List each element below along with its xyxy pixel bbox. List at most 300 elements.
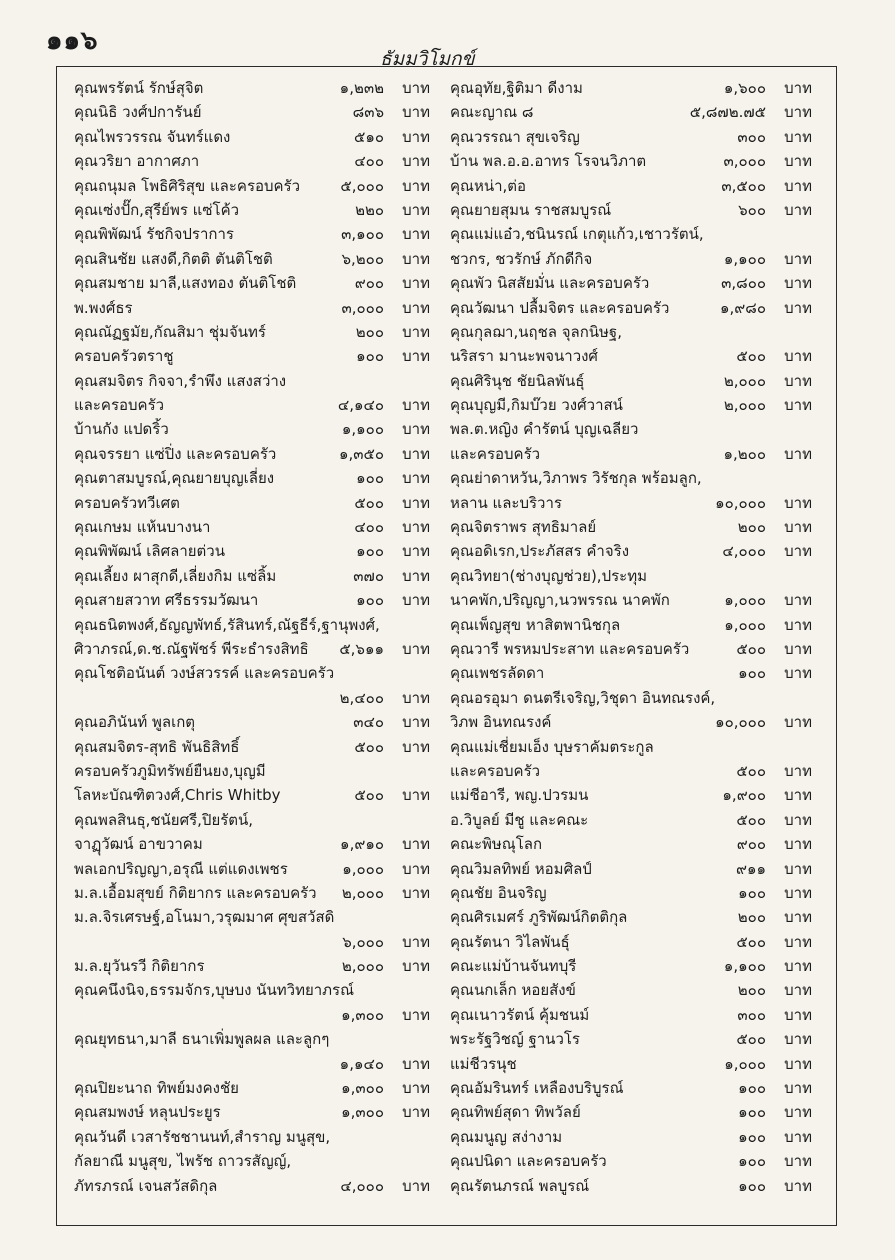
donor-name: คุณเกษม แห้นบางนา xyxy=(74,518,211,537)
donor-name: พ.พงศ์ธร xyxy=(74,298,133,317)
currency-unit: บาท xyxy=(784,835,812,854)
donor-name: คุณศิรินุช ชัยนิลพันธุ์ xyxy=(450,371,585,390)
donation-amount: ๓๐๐ xyxy=(737,127,766,146)
donor-name: คุณจิตราพร สุทธิมาลย์ xyxy=(450,518,597,537)
donor-row xyxy=(450,222,812,246)
donation-amount: ๓,๑๐๐ xyxy=(341,225,384,244)
donation-amount: ๙๑๑ xyxy=(735,859,766,878)
donor-name: แม่ชีวรนุช xyxy=(450,1054,517,1073)
currency-unit: บาท xyxy=(784,1005,812,1024)
currency-unit: บาท xyxy=(784,200,812,219)
currency-unit: บาท xyxy=(784,542,812,561)
currency-unit: บาท xyxy=(402,347,430,366)
currency-unit: บาท xyxy=(402,883,430,902)
donation-amount: ๑,๑๔๐ xyxy=(339,1054,384,1073)
donor-row xyxy=(450,783,812,807)
donor-name: ม.ล.เอื้อมสุขย์ กิติยากร และครอบครัว xyxy=(74,883,317,902)
donation-amount: ๑,๙๐๐ xyxy=(722,786,766,805)
donor-row xyxy=(74,808,430,832)
donor-row xyxy=(450,344,812,368)
currency-unit: บาท xyxy=(402,493,430,512)
donor-name: คุณเพ็ญสุข หาสิตพานิชกุล xyxy=(450,615,621,634)
currency-unit: บาท xyxy=(402,932,430,951)
donation-amount: ๓๐๐ xyxy=(737,1005,766,1024)
donor-row xyxy=(450,881,812,905)
donor-row xyxy=(450,466,812,490)
donor-name: คุณชัย อินจริญ xyxy=(450,883,547,902)
donor-row xyxy=(74,222,430,246)
donor-row xyxy=(450,320,812,344)
donor-row xyxy=(450,1027,812,1051)
currency-unit: บาท xyxy=(784,957,812,976)
donor-row xyxy=(74,1125,430,1149)
currency-unit: บาท xyxy=(784,127,812,146)
donor-row xyxy=(450,905,812,929)
currency-unit: บาท xyxy=(784,1079,812,1098)
donor-row xyxy=(450,857,812,881)
donor-name: คุณพัว นิสสัยมั่น และครอบครัว xyxy=(450,274,650,293)
donor-name: คุณเลี้ยง ผาสุกดี,เลี่ยงกิม แซ่ลิ้ม xyxy=(74,566,277,585)
donation-amount: ๑๐๐ xyxy=(738,1103,766,1122)
donation-amount: ๒๒๐ xyxy=(355,200,384,219)
donation-amount: ๕๐๐ xyxy=(354,786,384,805)
currency-unit: บาท xyxy=(402,469,430,488)
donor-name: นริสรา มานะพจนาวงศ์ xyxy=(450,347,598,366)
currency-unit: บาท xyxy=(402,957,430,976)
currency-unit: บาท xyxy=(784,932,812,951)
donation-amount: ๑,๒๐๐ xyxy=(723,444,766,463)
donor-row xyxy=(450,564,812,588)
donor-row xyxy=(450,76,812,100)
donation-amount: ๑,๓๕๐ xyxy=(338,444,384,463)
currency-unit: บาท xyxy=(402,1054,430,1073)
donor-name: ศิวาภรณ์,ด.ช.ณัฐพัชร์ พีระธำรงสิทธิ xyxy=(74,639,309,658)
donor-row xyxy=(74,149,430,173)
donation-amount: ๑๐,๐๐๐ xyxy=(715,713,766,732)
currency-unit: บาท xyxy=(402,542,430,561)
currency-unit: บาท xyxy=(402,688,430,707)
currency-unit: บาท xyxy=(402,835,430,854)
donor-name: คุณสายสวาท ศรีธรรมวัฒนา xyxy=(74,591,259,610)
currency-unit: บาท xyxy=(784,1054,812,1073)
donation-amount: ๕๐๐ xyxy=(736,639,766,658)
donor-name: คุณพลสินธุ,ชนัยศรี,ปิยรัตน์, xyxy=(74,810,254,829)
donor-row xyxy=(74,1174,430,1198)
donor-row xyxy=(74,978,430,1002)
donor-row xyxy=(74,613,430,637)
donation-amount: ๘๓๖ xyxy=(352,103,384,122)
currency-unit: บาท xyxy=(402,713,430,732)
donor-row xyxy=(450,1100,812,1124)
donation-amount: ๑๐๐ xyxy=(356,542,384,561)
donor-row xyxy=(450,417,812,441)
donor-name: วิภพ อินทณรงค์ xyxy=(450,713,552,732)
currency-unit: บาท xyxy=(784,298,812,317)
currency-unit: บาท xyxy=(402,298,430,317)
donation-amount: ๒,๔๐๐ xyxy=(339,688,384,707)
currency-unit: บาท xyxy=(784,1152,812,1171)
donor-name: คุณอัมรินทร์ เหลืองบริบูรณ์ xyxy=(450,1079,624,1098)
currency-unit: บาท xyxy=(784,786,812,805)
donor-row xyxy=(74,417,430,441)
donor-name: คุณกุลฌา,นฤชล จุลกนิษฐ, xyxy=(450,322,622,341)
donor-row xyxy=(74,369,430,393)
donor-name: คุณสมชาย มาลี,แสงทอง ตันติโชติ xyxy=(74,274,297,293)
donation-amount: ๑,๖๐๐ xyxy=(723,79,766,97)
donation-amount: ๒,๐๐๐ xyxy=(723,371,766,390)
donor-name: กัลยาณี มนูสุข, ไพรัช ถาวรสัญญ์, xyxy=(74,1152,292,1171)
donor-name: คุณสินชัย แสงดี,กิตติ ตันติโชติ xyxy=(74,249,273,268)
donation-amount: ๓,๐๐๐ xyxy=(723,152,766,171)
currency-unit: บาท xyxy=(784,103,812,122)
donor-row xyxy=(74,1027,430,1051)
currency-unit: บาท xyxy=(402,566,430,585)
currency-unit: บาท xyxy=(402,200,430,219)
donor-name: คุณพิพัฒน์ รัชกิจปราการ xyxy=(74,225,234,244)
donor-row xyxy=(450,954,812,978)
donor-row xyxy=(450,100,812,124)
currency-unit: บาท xyxy=(402,518,430,537)
donor-row xyxy=(74,271,430,295)
currency-unit: บาท xyxy=(402,152,430,171)
donor-name: ม.ล.จิรเศรษฐ์,อโนมา,วรุฒมาศ ศุขสวัสดิ xyxy=(74,908,335,927)
donor-row xyxy=(450,247,812,271)
donation-amount: ๑๐๐ xyxy=(738,1127,766,1146)
currency-unit: บาท xyxy=(784,249,812,268)
donation-amount: ๑,๐๐๐ xyxy=(724,1054,766,1073)
donation-amount: ๒๐๐ xyxy=(737,908,766,927)
donation-amount: ๑,๑๐๐ xyxy=(341,420,384,439)
left-donor-column xyxy=(74,76,430,1198)
currency-unit: บาท xyxy=(402,1176,430,1195)
donor-row xyxy=(74,491,430,515)
donor-name: คณะแม่บ้านจันทบุรี xyxy=(450,957,577,976)
donor-row xyxy=(74,442,430,466)
donor-row xyxy=(450,759,812,783)
donor-name: บ้านกัง แปดริ้ว xyxy=(74,420,169,439)
donor-name: พลเอกปริญญา,อรุณี แต่แดงเพชร xyxy=(74,859,288,878)
currency-unit: บาท xyxy=(784,761,812,780)
donor-row xyxy=(450,930,812,954)
donation-amount: ๕๐๐ xyxy=(736,1030,766,1049)
donor-name: คุณศิรเมศร์ ภูริพัฒน์กิตติกุล xyxy=(450,908,628,927)
donation-amount: ๑๐๐ xyxy=(356,591,384,610)
donor-name: ภัทรภรณ์ เจนสวัสดิกุล xyxy=(74,1176,218,1195)
donor-name: โลหะบัณฑิตวงศ์,Chris Whitby xyxy=(74,786,281,805)
donation-amount: ๖๐๐ xyxy=(738,200,766,219)
donor-name: คุณพรรัตน์ รักษ์สุจิต xyxy=(74,79,204,97)
donation-amount: ๕๐๐ xyxy=(736,810,766,829)
currency-unit: บาท xyxy=(402,591,430,610)
donation-amount: ๒,๐๐๐ xyxy=(341,957,384,976)
donor-row xyxy=(450,1174,812,1198)
currency-unit: บาท xyxy=(402,737,430,756)
donor-name: คุณธนิตพงศ์,ธัญญพัทธ์,รัสินทร์,ณัฐธีร์,ฐานุพงศ์, xyxy=(74,615,380,634)
donor-row xyxy=(450,1003,812,1027)
donor-name: คุณย่าดาหวัน,วิภาพร วิรัชกุล พร้อมลูก, xyxy=(450,469,702,488)
donor-name: และครอบครัว xyxy=(74,396,165,415)
donation-amount: ๓,๕๐๐ xyxy=(721,176,766,195)
donor-name: คุณสมพงษ์ หลุนประยูร xyxy=(74,1103,221,1122)
donor-row xyxy=(450,271,812,295)
donor-row xyxy=(74,686,430,710)
donor-name: คุณนิธิ วงศ์ปการันย์ xyxy=(74,103,202,122)
currency-unit: บาท xyxy=(784,908,812,927)
donor-name: ครอบครัวภูมิทรัพย์ยืนยง,บุญมี xyxy=(74,761,266,780)
donor-name: คุณบุญมี,กิมบ๊วย วงศ์วาสน์ xyxy=(450,396,623,415)
donor-name: พล.ต.หญิง คำรัตน์ บุญเฉลียว xyxy=(450,420,639,439)
donor-row xyxy=(74,881,430,905)
donor-name: คุณคนึงนิจ,ธรรมจักร,บุษบง นันทวิทยาภรณ์ xyxy=(74,981,355,1000)
donor-name: ม.ล.ยุวันรวี กิติยากร xyxy=(74,957,205,976)
donor-row xyxy=(450,1076,812,1100)
donor-name: คณะพิษณุโลก xyxy=(450,835,543,854)
donor-name: และครอบครัว xyxy=(450,761,541,780)
donation-amount: ๓,๐๐๐ xyxy=(341,298,384,317)
donor-name: อ.วิบูลย์ มีชู และคณะ xyxy=(450,810,589,829)
donor-row xyxy=(450,661,812,685)
donation-amount: ๒๐๐ xyxy=(737,518,766,537)
donor-row xyxy=(74,1100,430,1124)
donation-amount: ๑,๙๑๐ xyxy=(340,835,384,854)
donor-row xyxy=(74,637,430,661)
donation-amount: ๑,๓๐๐ xyxy=(341,1103,384,1122)
currency-unit: บาท xyxy=(402,786,430,805)
currency-unit: บาท xyxy=(784,1176,812,1195)
donor-row xyxy=(450,369,812,393)
donor-row xyxy=(450,710,812,734)
donor-row xyxy=(74,515,430,539)
currency-unit: บาท xyxy=(784,274,812,293)
currency-unit: บาท xyxy=(402,127,430,146)
donor-row xyxy=(74,857,430,881)
donation-amount: ๑๐๐ xyxy=(356,469,384,488)
donation-amount: ๑๐๐ xyxy=(738,883,766,902)
donor-name: หลาน และบริวาร xyxy=(450,493,562,512)
donor-row xyxy=(74,466,430,490)
donor-row xyxy=(450,149,812,173)
donor-row xyxy=(74,393,430,417)
donation-amount: ๑,๓๐๐ xyxy=(341,1079,384,1098)
donor-name: จาฏุวัฒน์ อาขวาคม xyxy=(74,835,203,854)
page-number: ๑๑๖ xyxy=(46,26,99,56)
donor-row xyxy=(74,247,430,271)
donor-row xyxy=(74,759,430,783)
donor-row xyxy=(450,808,812,832)
donor-name: และครอบครัว xyxy=(450,444,541,463)
donor-name: พระรัฐวิชญ์ ฐานวโร xyxy=(450,1030,580,1049)
donation-amount: ๒,๐๐๐ xyxy=(341,883,384,902)
donor-row xyxy=(450,1052,812,1076)
currency-unit: บาท xyxy=(402,1005,430,1024)
donor-row xyxy=(450,1125,812,1149)
donation-amount: ๑,๒๓๒ xyxy=(339,79,384,97)
donor-name: คุณหน่า,ต่อ xyxy=(450,176,527,195)
donor-name: นาคพัก,ปริญญา,นวพรรณ นาคพัก xyxy=(450,591,670,610)
currency-unit: บาท xyxy=(784,615,812,634)
currency-unit: บาท xyxy=(784,1127,812,1146)
currency-unit: บาท xyxy=(784,713,812,732)
donation-amount: ๓๗๐ xyxy=(353,566,384,585)
donor-name: คุณรัตนภรณ์ พลบูรณ์ xyxy=(450,1176,590,1195)
donor-row xyxy=(450,174,812,198)
donor-name: คุณอภินันท์ พูลเกตุ xyxy=(74,713,196,732)
donor-name: คุณปิยะนาถ ทิพย์มงคงชัย xyxy=(74,1079,239,1098)
donor-row xyxy=(74,735,430,759)
donation-amount: ๕๐๐ xyxy=(736,932,766,951)
donor-name: คุณวรรณา สุขเจริญ xyxy=(450,127,580,146)
donor-name: คุณทิพย์สุดา ทิพวัลย์ xyxy=(450,1103,581,1122)
donor-row xyxy=(450,735,812,759)
donor-row xyxy=(450,125,812,149)
donor-name: คุณตาสมบูรณ์,คุณยายบุญเลี่ยง xyxy=(74,469,275,488)
donor-name: คุณถนุมล โพธิศิริสุข และครอบครัว xyxy=(74,176,301,195)
donor-row xyxy=(74,832,430,856)
currency-unit: บาท xyxy=(784,591,812,610)
donor-row xyxy=(74,1149,430,1173)
donor-row xyxy=(450,1149,812,1173)
currency-unit: บาท xyxy=(402,639,430,658)
donation-amount: ๑,๙๘๐ xyxy=(719,298,766,317)
currency-unit: บาท xyxy=(402,103,430,122)
donor-row xyxy=(450,393,812,417)
donation-amount: ๒๐๐ xyxy=(737,981,766,1000)
currency-unit: บาท xyxy=(784,859,812,878)
donation-amount: ๑,๑๐๐ xyxy=(723,249,766,268)
donation-amount: ๕๐๐ xyxy=(354,493,384,512)
donation-amount: ๑,๐๐๐ xyxy=(724,615,766,634)
currency-unit: บาท xyxy=(784,444,812,463)
donor-row xyxy=(74,320,430,344)
currency-unit: บาท xyxy=(784,396,812,415)
donor-name: คุณยุทธนา,มาลี ธนาเพิ่มพูลผล และลูกๆ xyxy=(74,1030,330,1049)
donation-amount: ๕๑๐ xyxy=(353,127,384,146)
donor-row xyxy=(74,783,430,807)
donation-amount: ๕,๘๗๒.๗๕ xyxy=(689,103,766,122)
donor-row xyxy=(74,539,430,563)
donor-name: ครอบครัวตราชู xyxy=(74,347,174,366)
donation-amount: ๔๐๐ xyxy=(354,518,384,537)
currency-unit: บาท xyxy=(402,1103,430,1122)
donation-amount: ๒๐๐ xyxy=(355,322,384,341)
donor-name: คุณแม่เชี่ยมเอ็ง บุษราคัมตระกูล xyxy=(450,737,654,756)
currency-unit: บาท xyxy=(784,883,812,902)
currency-unit: บาท xyxy=(784,1030,812,1049)
currency-unit: บาท xyxy=(784,371,812,390)
currency-unit: บาท xyxy=(402,249,430,268)
donor-row xyxy=(74,710,430,734)
donation-amount: ๖,๒๐๐ xyxy=(341,249,384,268)
donor-row xyxy=(450,613,812,637)
currency-unit: บาท xyxy=(784,152,812,171)
donation-amount: ๑๐๐ xyxy=(738,1176,766,1195)
donation-amount: ๑,๑๐๐ xyxy=(723,957,766,976)
currency-unit: บาท xyxy=(402,420,430,439)
donor-name: คุณณัฏฐมัย,กัณสิมา ชุ่มจันทร์ xyxy=(74,322,266,341)
donor-name: คุณอรอุมา ดนตรีเจริญ,วิชุดา อินทณรงค์, xyxy=(450,688,716,707)
donation-amount: ๑๐๐ xyxy=(738,1079,766,1098)
donor-row xyxy=(450,686,812,710)
donor-row xyxy=(74,198,430,222)
donor-name: คุณวารี พรหมประสาท และครอบครัว xyxy=(450,639,690,658)
donation-amount: ๑๐๐ xyxy=(738,664,766,683)
running-head: ธัมมวิโมกข์ xyxy=(380,48,475,70)
donation-amount: ๕๐๐ xyxy=(736,347,766,366)
donor-name: คุณอดิเรก,ประภัสสร คำจริง xyxy=(450,542,630,561)
donor-row xyxy=(74,954,430,978)
donation-amount: ๔,๑๔๐ xyxy=(337,396,384,415)
donor-row xyxy=(450,198,812,222)
donor-name: คุณยายสุมน ราชสมบูรณ์ xyxy=(450,200,612,219)
donor-name: คุณวิทยา(ช่างบุญช่วย),ประทุม xyxy=(450,566,647,585)
donation-amount: ๕๐๐ xyxy=(736,761,766,780)
donor-name: คุณวันดี เวสารัชชานนท์,สำราญ มนูสุข, xyxy=(74,1127,331,1146)
donor-row xyxy=(74,661,430,685)
currency-unit: บาท xyxy=(402,225,430,244)
donor-row xyxy=(450,588,812,612)
donation-amount: ๑,๓๐๐ xyxy=(341,1005,384,1024)
donor-row xyxy=(74,296,430,320)
donor-row xyxy=(450,515,812,539)
currency-unit: บาท xyxy=(402,176,430,195)
donor-row xyxy=(74,76,430,100)
donor-row xyxy=(74,1003,430,1027)
donor-name: คุณรัตนา วิไลพันธุ์ xyxy=(450,932,570,951)
donor-name: ครอบครัวทวีเศต xyxy=(74,493,180,512)
donation-amount: ๑๐๐ xyxy=(356,347,384,366)
donor-row xyxy=(74,564,430,588)
donor-name: คุณอุทัย,ฐิติมา ดีงาม xyxy=(450,79,583,97)
donor-row xyxy=(74,344,430,368)
currency-unit: บาท xyxy=(402,79,430,97)
donation-amount: ๕๐๐ xyxy=(354,737,384,756)
donation-amount: ๑,๐๐๐ xyxy=(724,591,766,610)
donor-row xyxy=(74,930,430,954)
donor-name: คุณมนูญ สง่างาม xyxy=(450,1127,563,1146)
donor-name: คุณเพชรลัดดา xyxy=(450,664,545,683)
donor-name: คุณวริยา อากาศภา xyxy=(74,152,200,171)
currency-unit: บาท xyxy=(784,518,812,537)
donor-name: คุณแม่แอ๋ว,ชนินรณ์ เกตุแก้ว,เชาวรัตน์, xyxy=(450,225,704,244)
donor-name: บ้าน พล.อ.อ.อาทร โรจนวิภาต xyxy=(450,152,647,171)
donor-row xyxy=(450,539,812,563)
currency-unit: บาท xyxy=(784,347,812,366)
currency-unit: บาท xyxy=(402,396,430,415)
donor-name: แม่ชีอารี, พญ.ปวรมน xyxy=(450,786,589,805)
donor-row xyxy=(450,978,812,1002)
donation-amount: ๑๐,๐๐๐ xyxy=(715,493,766,512)
currency-unit: บาท xyxy=(784,981,812,1000)
donation-amount: ๖,๐๐๐ xyxy=(342,932,384,951)
currency-unit: บาท xyxy=(402,1079,430,1098)
donor-row xyxy=(450,832,812,856)
currency-unit: บาท xyxy=(784,639,812,658)
donor-name: คุณพิพัฒน์ เลิศลายต่วน xyxy=(74,542,225,561)
donation-amount: ๕,๖๑๑ xyxy=(339,639,384,658)
donation-amount: ๙๐๐ xyxy=(736,835,766,854)
donation-amount: ๙๐๐ xyxy=(354,274,384,293)
currency-unit: บาท xyxy=(784,664,812,683)
donation-amount: ๔๐๐ xyxy=(354,152,384,171)
donor-name: คุณเนาวรัตน์ คุ้มชนม์ xyxy=(450,1005,590,1024)
currency-unit: บาท xyxy=(784,810,812,829)
donor-name: คุณไพรวรรณ จันทร์แดง xyxy=(74,127,231,146)
donor-row xyxy=(74,100,430,124)
donor-name: ชวกร, ชวรักษ์ ภักดีกิจ xyxy=(450,249,593,268)
donor-name: คุณจรรยา แซ่ปิ่ง และครอบครัว xyxy=(74,444,277,463)
donation-amount: ๓๔๐ xyxy=(353,713,384,732)
donation-amount: ๔,๐๐๐ xyxy=(722,542,766,561)
